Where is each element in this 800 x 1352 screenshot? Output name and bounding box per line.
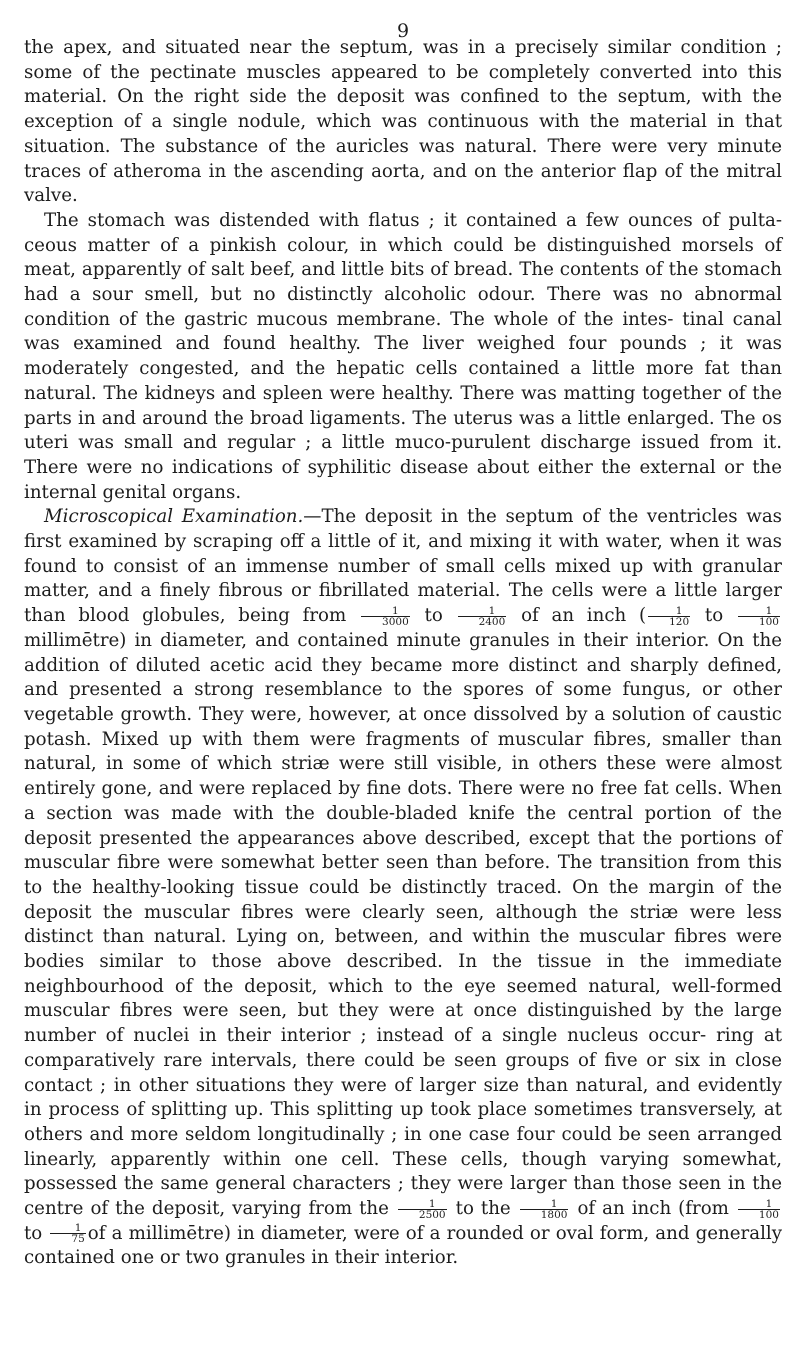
text-segment: to [424,605,443,627]
page-number: 9 [396,20,410,42]
fraction [398,1199,447,1220]
fraction [458,606,507,627]
fraction-denominator: 1800 [540,1208,568,1221]
fraction-denominator: 100 [758,615,779,628]
fraction-numerator: 1 [50,1223,85,1234]
text-segment: to [704,605,724,627]
fraction-numerator: 1 [648,606,690,617]
fraction [520,1199,569,1220]
text-segment: of an inch (from [577,1198,729,1220]
section-heading: Microscopical Examination. [44,506,304,528]
fraction-numerator: 1 [458,606,507,617]
fraction-denominator: 120 [669,615,690,628]
fraction-numerator: 1 [738,606,780,617]
fraction-denominator: 75 [71,1233,85,1246]
fraction-numerator: 1 [738,1199,780,1210]
fraction-denominator: 100 [758,1208,779,1221]
fraction [648,606,690,627]
fraction-denominator: 2400 [478,615,506,628]
fraction-denominator: 3000 [382,615,409,628]
fraction [50,1223,85,1244]
fraction [361,606,410,627]
text-segment: to [24,1222,43,1244]
fraction-denominator: 2500 [418,1208,446,1221]
fraction [738,1199,780,1220]
fraction-numerator: 1 [398,1199,447,1210]
text-segment: millimētre) in diameter, and contained minute granules in their interior. On the addition of diluted acetic acid they became more distinct and sharply defined, and presented a strong resemblance to the spores of some fungus, or other vegetable growth. They were, however, at once dissolved by a solution of caustic potash. Mixed up with them were fragments of muscular fibres, smaller than natural, in some of which striæ were still visible, in others these were almost entirely gone, and were replaced by fine dots. There were no free fat cells. When a section was made with the double-bladed knife the central portion of the deposit presented the appearances above described, except that the portions of muscular fibre were somewhat better seen than before. The transition from this to the healthy-looking tissue could be distinctly traced. On the margin of the deposit the muscular fibres were clearly seen, although the striæ were less distinct than natural. Lying on, between, and within the muscular fibres were bodies similar to those above described. In the tissue in the immediate neighbourhood of the deposit, which to the eye seemed natural, well-formed muscular fibres were seen, but they were at once distinguished by the large number of nuclei in their interior ; instead of a single nucleus occur- ring at comparatively rare intervals, there could be seen groups of five or six in close contact ; in other situations they were of larger size than natural, and evidently in process of splitting up. This splitting up took place sometimes transversely, at others and more seldom longitudinally ; in one case four could be seen arranged linearly, apparently within one cell. These cells, though varying somewhat, possessed the same general characters ; they were larger than those seen in the centre of the deposit, varying from the [24,629,782,1220]
fraction-numerator: 1 [520,1199,569,1210]
text-segment: of a millimētre) in diameter, were of a rounded or oval form, and generally contained one or two granules in their interior. [24,1222,782,1269]
fraction-numerator: 1 [361,606,410,617]
body-text [24,36,782,1271]
text-segment: —The deposit in the septum of the ventricles was first examined by scraping off a little of it, and mixing it with water, when it was found to consist of an immense number of small cells mixed up with granular matter, and a finely fibrous or fibrillated material. The cells were a little larger than blood globules, being from [24,506,782,627]
fraction [738,606,780,627]
paragraph-2: The stomach was distended with flatus ; it contained a few ounces of pulta- ceous matter of a pinkish colour, in which could be distinguished morsels of meat, apparently of salt beef, and little bits of bread. The contents of the stomach had a sour smell, but no distinctly alcoholic odour. There was no abnormal condition of the gastric mucous membrane. The whole of the intes- tinal canal was examined and found healthy. The liver weighed four pounds ; it was moderately congested, and the hepatic cells contained a little more fat than natural. The kidneys and spleen were healthy. There was matting together of the parts in and around the broad ligaments. The uterus was a little enlarged. The os uteri was small and regular ; a little muco-purulent discharge issued from it. There were no indications of syphilitic disease about either the external or the internal genital organs. [24,209,782,503]
text-segment: of an inch ( [521,605,647,627]
text-segment: to the [455,1198,511,1220]
paragraph-1: the apex, and situated near the septum, was in a precisely similar condition ; some of the pectinate muscles appeared to be completely converted into this material. On the right side the deposit was confined to the septum, with the exception of a single nodule, which was continuous with the material in that situation. The substance of the auricles was natural. There were very minute traces of atheroma in the ascending aorta, and on the anterior flap of the mitral valve. [24,37,782,207]
paragraph-3 [24,505,782,1271]
